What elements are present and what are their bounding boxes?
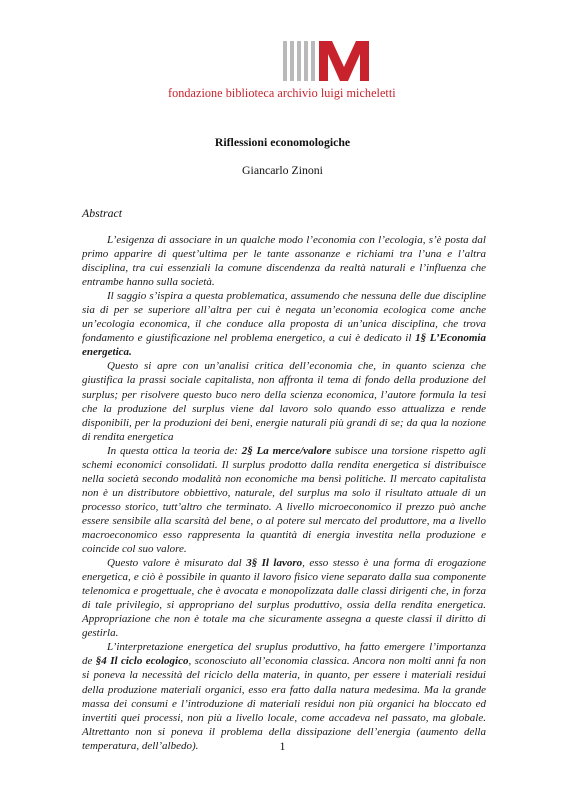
abstract-heading: Abstract [82, 206, 122, 220]
document-title: Riflessioni economologiche [214, 135, 351, 149]
paragraph-text: In questa ottica la teoria de: [107, 444, 242, 457]
logo-bar [304, 41, 308, 81]
paragraph-text: L’interpretazione energetica del sruplus produttivo, ha fatto emergere l’importanza de [82, 641, 486, 668]
abstract-body [82, 233, 486, 753]
paragraph-text: , esso stesso è una forma di erogazione energetica, e ciò è possibile in quanto il lavoro fisico viene separato dalla sua componente telenomica e progettuale, che è avocata e monopolizzata dalle classi dirigenti che, in forza di tale privilegio, si appropriano del surplus produttivo, ossia della rendita energetica. Appropriazione che non è totale ma che sicuramente assegna a queste classi il diritto di gestirla. [82, 557, 486, 640]
section-reference: §4 Il ciclo ecologico [95, 655, 189, 668]
section-reference: 2§ La merce/valore [241, 444, 332, 457]
document-author: Giancarlo Zinoni [242, 163, 323, 177]
paragraph-text: L’esigenza di associare in un qualche modo l’economia con l’ecologia, s’è posta dal primo apparire di quest’ultima per le tante assonanze e richiami tra l’una e l’altra disciplina, tra cui essenziali la comune discendenza da realtà naturali e l’influenza che entrambe hanno sulla società. [82, 234, 486, 289]
page-number: 1 [279, 741, 286, 753]
paragraph-text: , sconosciuto all’economia classica. Ancora non molti anni fa non si poneva la necessità del riciclo della materia, in quanto, per essere i materiali residui della produzione materiali organici, esso era fatto dalla natura medesima. Ma la grande massa dei consumi e l’introduzione di materiali residui non più organici ha bloccato ed invertiti quei processi, non più a livello locale, come accadeva nel passato, ma globale. Altrettanto non si poneva il problema della dissipazione dell’energia (aumento della temperatura, dell’albedo). [82, 655, 486, 752]
logo-caption: fondazione biblioteca archivio luigi micheletti [168, 86, 396, 100]
paragraph [82, 289, 486, 359]
logo-bar [297, 41, 301, 81]
paragraph-text: Questo valore è misurato dal [107, 557, 247, 570]
section-reference: 3§ Il lavoro [246, 557, 303, 570]
logo-bar [311, 41, 315, 81]
foundation-logo [283, 41, 375, 83]
paragraph [82, 444, 486, 556]
paragraph [82, 359, 486, 443]
paragraph [82, 233, 486, 289]
logo-m-icon [319, 41, 369, 81]
paragraph-text: Questo si apre con un’analisi critica dell’economia che, in quanto scienza che giustifica la prassi sociale capitalista, non affronta il tema di fondo della produzione del surplus; per risolvere questo buco nero della scienza economica, l’autore formula la tesi che la produzione del surplus viene dal lavoro solo quando esso attualizza e rende disponibili, per la produzioni dei beni, energie naturali più grandi di se; da qua la nozione di rendita energetica [82, 360, 486, 443]
paragraph [82, 556, 486, 640]
paragraph [82, 640, 486, 752]
logo-bar [290, 41, 294, 81]
paragraph-text: subisce una torsione rispetto agli schemi economici consolidati. Il surplus prodotto dalla rendita energetica si distribuisce nella società secondo modalità non economiche ma bensì politiche. Il mercato capitalista non è un distributore obbiettivo, naturale, del surplus ma solo il risultato attuale di un processo storico, tutt’altro che terminato. A livello microeconomico il prezzo può anche essere sensibile alla scarsità del bene, o al potere sul mercato del produttore, ma a livello macroeconomico esso rappresenta la quantità di energia investita nella produzione e coincide col suo valore. [82, 444, 486, 556]
paragraph-text: Il saggio s’ispira a questa problematica, assumendo che nessuna delle due discipline sia di per se superiore all’altra per cui è negata un’economia ecologica come anche un’ecologia economica, il che conduce alla proposta di un’unica disciplina, che trova fondamento e giustificazione nel problema energetico, a cui è dedicato il [82, 290, 486, 345]
section-reference: 1§ L’Economia energetica. [82, 332, 486, 359]
logo-bar [283, 41, 287, 81]
